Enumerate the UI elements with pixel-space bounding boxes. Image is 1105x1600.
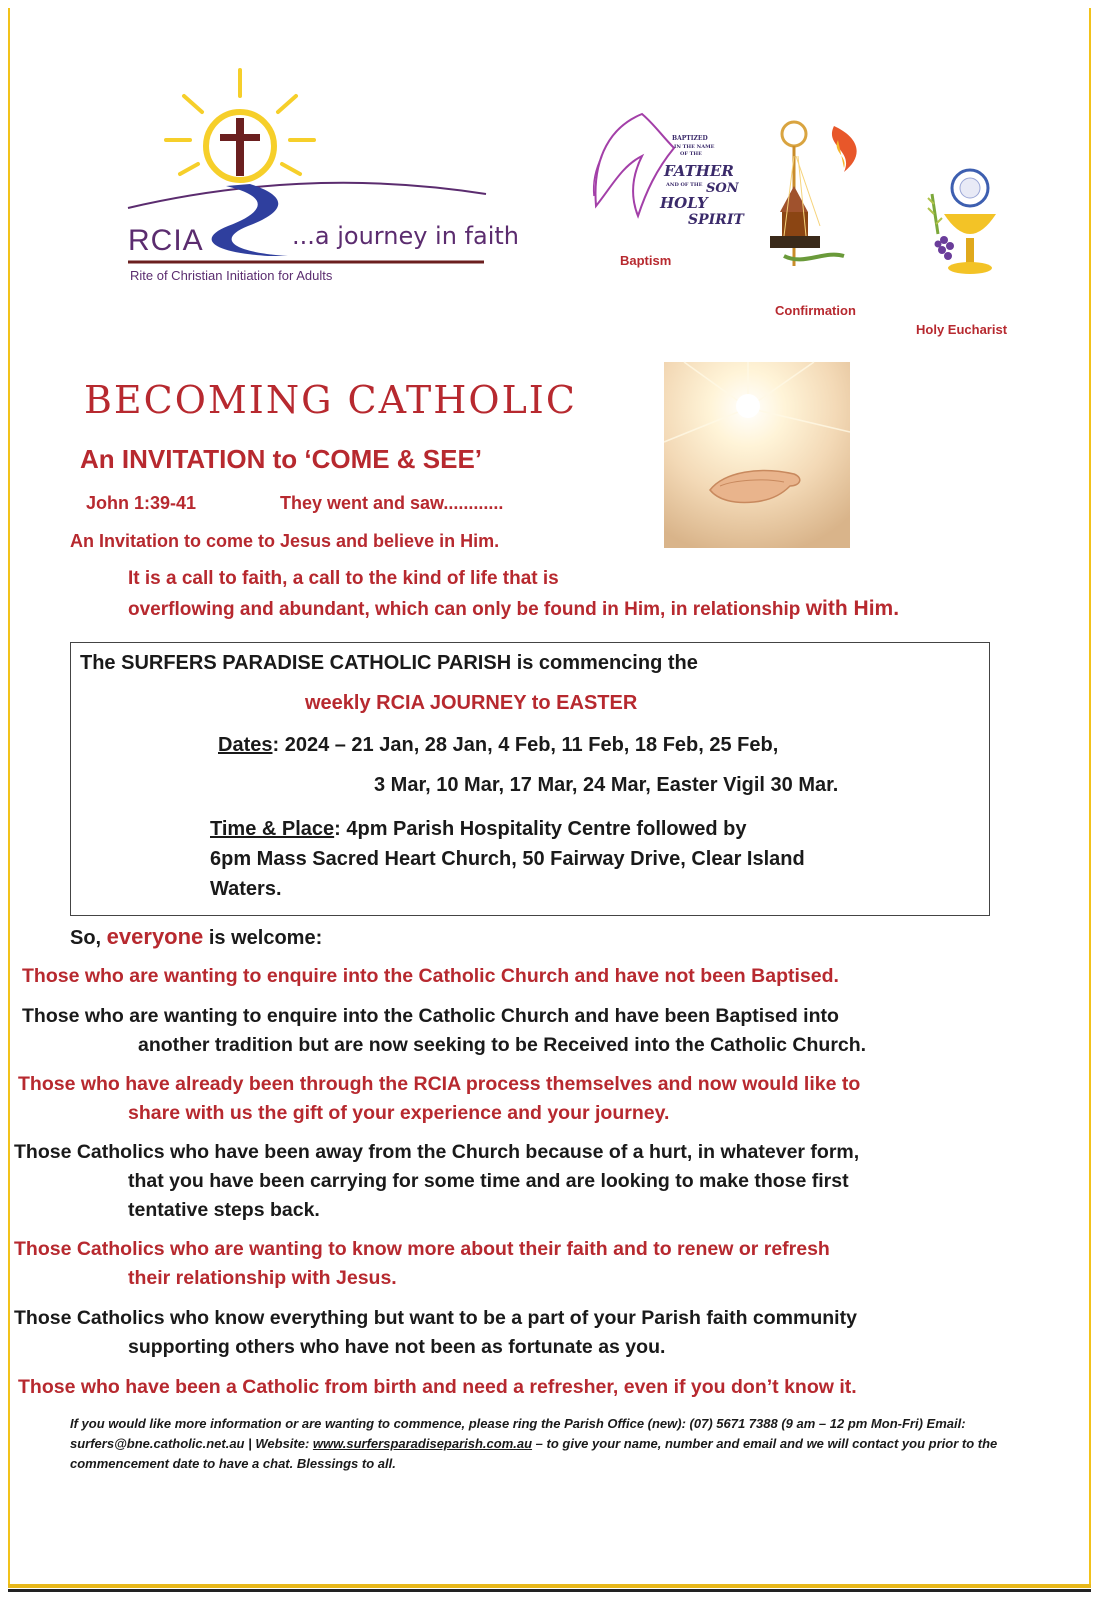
invitation-line: An Invitation to come to Jesus and believe in Him. — [70, 531, 500, 551]
baptism-text-7: HOLY — [660, 194, 708, 212]
baptism-text-6: AND OF THE — [666, 182, 703, 188]
baptism-text-2: IN THE NAME — [674, 144, 715, 150]
call-line-2-text: overflowing and abundant, which can only be found in Him, in relationship — [128, 599, 806, 620]
list-item: Those Catholics who are wanting to know more about their faith and to renew or refresh — [14, 1238, 830, 1260]
call-line-1: It is a call to faith, a call to the kind of life that is — [128, 568, 559, 589]
list-item: Those who have already been through the RCIA process themselves and now would like to — [18, 1073, 861, 1095]
confirmation-icon — [764, 116, 864, 286]
cross-icon — [220, 118, 260, 176]
baptism-text-1: BAPTIZED — [672, 135, 708, 142]
logo-subtitle: Rite of Christian Initiation for Adults — [130, 268, 333, 283]
list-item: Those who have been a Catholic from birth and need a refresher, even if you don’t know it. — [18, 1376, 857, 1398]
open-hand-image — [664, 362, 850, 548]
list-item: Those who are wanting to enquire into the Catholic Church and have not been Baptised. — [22, 965, 839, 987]
list-item-continuation: another tradition but are now seeking to be Received into the Catholic Church. — [138, 1034, 867, 1056]
time-place-line-1 — [210, 818, 746, 841]
list-item: Those Catholics who know everything but want to be a part of your Parish faith community — [14, 1307, 857, 1329]
road-icon — [212, 184, 288, 256]
contact-footer — [70, 1414, 1030, 1474]
welcome-pre: So, — [70, 927, 107, 949]
logo-tagline: ...a journey in faith — [292, 222, 519, 250]
baptism-dove-icon — [582, 96, 744, 246]
list-item-continuation: that you have been carrying for some time and are looking to make those first — [128, 1170, 849, 1192]
eucharist-chalice-icon — [924, 164, 1016, 282]
website-link[interactable]: www.surfersparadiseparish.com.au — [312, 1436, 533, 1451]
time-place-line-2: 6pm Mass Sacred Heart Church, 50 Fairway Drive, Clear Island — [210, 848, 805, 870]
page-border-left — [8, 8, 10, 1588]
call-line-2-emphasis: with Him. — [805, 597, 900, 620]
page-border-bottom — [8, 1584, 1091, 1588]
journey-title: weekly RCIA JOURNEY to EASTER — [305, 692, 638, 714]
list-item-continuation: their relationship with Jesus. — [128, 1267, 397, 1289]
page-title: BECOMING CATHOLIC — [84, 378, 577, 422]
list-item: Those who are wanting to enquire into the Catholic Church and have been Baptised into — [22, 1005, 839, 1027]
baptism-label: Baptism — [620, 253, 672, 268]
eucharist-label: Holy Eucharist — [916, 322, 1008, 337]
dates-line-2: 3 Mar, 10 Mar, 17 Mar, 24 Mar, Easter Vigil 30 Mar. — [374, 774, 839, 796]
page-border-right — [1089, 8, 1091, 1588]
list-item: Those Catholics who have been away from the Church because of a hurt, in whatever form, — [14, 1141, 860, 1163]
welcome-line — [70, 924, 322, 950]
scripture-reference: John 1:39-41 — [86, 493, 197, 513]
list-item-continuation: tentative steps back. — [128, 1199, 320, 1221]
page-border-bottom-dark — [8, 1589, 1091, 1592]
baptism-text-3: OF THE — [680, 151, 702, 157]
list-item-continuation: supporting others who have not been as fortunate as you. — [128, 1336, 666, 1358]
dates-values-1: : 2024 – 21 Jan, 28 Jan, 4 Feb, 11 Feb, 18 Feb, 25 Feb, — [272, 734, 779, 756]
time-place-value-1: : 4pm Parish Hospitality Centre followed by — [334, 818, 747, 840]
confirmation-label: Confirmation — [775, 303, 856, 318]
dates-line-1 — [218, 734, 778, 757]
list-item-continuation: share with us the gift of your experience and your journey. — [128, 1102, 670, 1124]
footer-text-1: If you would like more information or are wanting to commence, please ring the Parish Office (new): (07) 5671 7388 (9 am – 12 pm Mon-Fri) Email: surfers@bne.catholic.net.au | Website: — [70, 1416, 966, 1451]
welcome-everyone: everyone — [106, 924, 204, 949]
baptism-text-8: SPIRIT — [688, 212, 744, 228]
parish-announcement: The SURFERS PARADISE CATHOLIC PARISH is commencing the — [80, 652, 698, 674]
scripture-quote: They went and saw............ — [280, 493, 504, 513]
dates-label: Dates — [218, 734, 273, 756]
time-place-label: Time & Place — [210, 818, 335, 840]
baptism-text-4: FATHER — [664, 162, 734, 180]
footer-text-2: – to give your name, number and email and we will contact you prior to the commencement date to have a chat. Blessings to all. — [70, 1436, 998, 1471]
invitation-heading: An INVITATION to ‘COME & SEE’ — [80, 444, 483, 474]
logo-rcia-text: RCIA — [128, 224, 204, 257]
welcome-post: is welcome: — [203, 927, 323, 949]
baptism-text-5: SON — [706, 181, 739, 196]
call-line-2 — [128, 597, 899, 621]
time-place-line-3: Waters. — [210, 878, 282, 900]
